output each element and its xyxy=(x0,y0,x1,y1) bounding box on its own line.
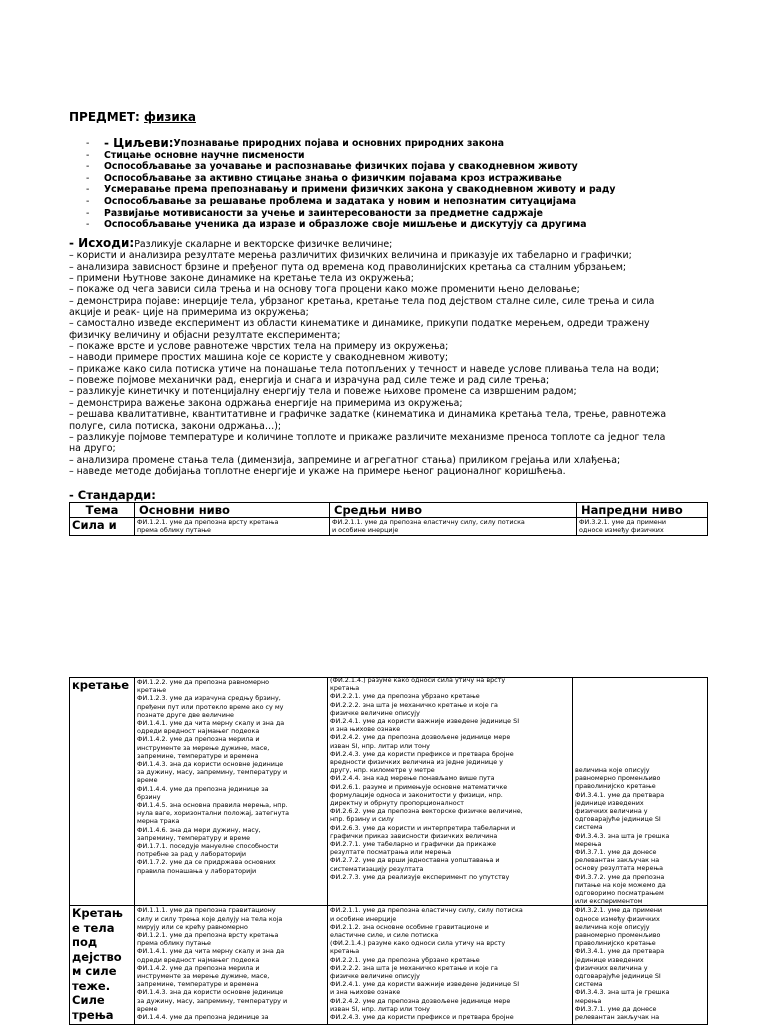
standard-line: брзину xyxy=(137,792,161,801)
goal-item-text: Оспособљавање за уочавање и распознавање физичких појава у свакодневном животу xyxy=(104,161,578,173)
row2-middle xyxy=(328,678,573,906)
outcome-line: – покаже врсте и услове равнотеже чврстих тела на примеру из окружења; xyxy=(69,341,449,353)
standard-line: запремине, температуре и времена xyxy=(137,980,259,989)
standard-line: ФИ.3.4.1. уме да претвара xyxy=(575,947,665,956)
standard-line: ФИ.3.7.2. уме да препозна xyxy=(575,872,665,881)
row2-topic: кретање xyxy=(70,678,135,906)
standard-line: (ФИ.2.1.4.) разуме како односи сила утичу на врсту xyxy=(330,676,506,684)
outcome-line: – самостално изведе експеримент из области кинематике и динамике, прикупи податке мерењем, одреди тражену xyxy=(69,318,650,330)
standard-line: ФИ.1.1.1. уме да препозна гравитациону xyxy=(137,906,276,915)
standard-line: инструменте за мерење дужине, масе, xyxy=(137,743,270,752)
standard-line: мерења xyxy=(575,839,602,848)
outcome-line: – примени Њутнове законе динамике на кретање тела из окружења; xyxy=(69,273,414,285)
standard-line: ФИ.2.2.1. уме да препозна убрзано кретање xyxy=(330,955,480,964)
standard-line: односе између физичких xyxy=(579,526,664,535)
standard-line: физичких величина у xyxy=(575,963,648,972)
standard-line: нула ваге, хоризонтални положај, затегнута xyxy=(137,809,290,818)
standard-line: кретања xyxy=(330,947,360,956)
standard-line: јединице изведених xyxy=(575,955,644,964)
outcomes-label: - Исходи: xyxy=(69,236,135,250)
standard-line: праволинијско кретање xyxy=(575,939,656,948)
header-advanced: Напредни ниво xyxy=(577,503,708,518)
standard-line: ФИ.3.4.1. уме да претвара xyxy=(575,790,665,799)
goal-item: - Оспособљавање за активно стицање знања о физичким појавама кроз истраживање xyxy=(86,172,562,184)
goal-item: - Оспособљавање ученика да изразе и образложе своје мишљење и дискутују са другима xyxy=(86,219,587,231)
standard-line: физичких величина у xyxy=(575,807,648,816)
standard-line: ФИ.1.4.4. уме да препозна јединице за xyxy=(137,784,269,793)
outcomes-first-line: Разликује скаларне и векторске физичке величине; xyxy=(134,239,393,250)
outcome-line: – користи и анализира резултате мерења различитих физичких величина и приказује их табеларно и графички; xyxy=(69,250,632,262)
row1-advanced xyxy=(577,518,708,536)
standard-line: изван SI, нпр. литар или тону xyxy=(330,1004,430,1013)
standard-line: резултате посматрања или мерења xyxy=(330,848,452,857)
standard-line: одреди вредност најмањег подеока xyxy=(137,727,260,736)
row3-topic xyxy=(70,906,135,1025)
standard-line: кретања xyxy=(330,684,360,693)
standard-line: ФИ.3.7.1. уме да донесе xyxy=(575,1004,657,1013)
standard-line: инструменте за мерење дужине, масе, xyxy=(137,972,270,981)
standard-line: време xyxy=(137,776,158,785)
standard-line: односе између физичких xyxy=(575,914,660,923)
standard-line: правила понашања у лабораторији xyxy=(137,866,257,875)
standard-line: мерна трака xyxy=(137,817,180,826)
row3-advanced xyxy=(573,906,708,1025)
topic-line: под xyxy=(72,935,98,950)
standard-line: ФИ.2.2.2. зна шта је механичко кретање и које га xyxy=(330,700,498,709)
standard-line: ФИ.1.4.4. уме да препозна јединице за xyxy=(137,1013,269,1022)
table-header-row xyxy=(70,503,708,518)
goal-item-text: Оспособљавање за решавање проблема и задатака у новим и непознатим ситуацијама xyxy=(104,195,577,207)
outcome-line: – анализира промене стања тела (димензија, запремине и агрегатног стања) приликом грејања или хлађења; xyxy=(69,454,621,466)
standard-line: и особине инерције xyxy=(332,526,399,535)
standard-line: кретање xyxy=(137,686,167,695)
row1-topic: Сила и xyxy=(70,518,135,536)
standard-line: ФИ.2.2.1. уме да препозна убрзано кретање xyxy=(330,692,480,701)
goal-item: - Стицање основне научне писмености xyxy=(86,149,305,161)
goals-list xyxy=(86,138,615,231)
standard-line: за дужину, масу, запремину, температуру и xyxy=(137,768,288,777)
standard-line: ФИ.2.7.2. уме да врши једноставна уопштавања и xyxy=(330,856,500,865)
standard-line: силу и силу трења које делују на тела која xyxy=(137,914,283,923)
standard-line: вредности физичких величина из једне јединице у xyxy=(330,758,503,767)
standard-line: ФИ.1.4.2. уме да препозна мерила и xyxy=(137,963,260,972)
standard-line: запремине, температуре и времена xyxy=(137,751,259,760)
row2-basic xyxy=(135,678,328,906)
outcome-line: – анализира зависност брзине и пређеног пута од времена код праволинијских кретања са сталним убрзањем; xyxy=(69,261,627,273)
subject-label: ПРЕДМЕТ: xyxy=(69,110,145,124)
standard-line: ФИ.2.1.1. уме да препозна еластичну силу, силу потиска xyxy=(330,906,523,915)
standard-line: ФИ.2.7.3. уме да реализује експеримент по упутству xyxy=(330,872,510,881)
outcome-line: на друго; xyxy=(69,443,116,455)
standard-line: величина које описују xyxy=(575,922,650,931)
outcome-line: – наводи примере простих машина које се користе у свакодневном животу; xyxy=(69,352,449,364)
goal-item: - Усмеравање према препознавању и примени физичких закона у свакодневном животу и раду xyxy=(86,184,616,196)
topic-line: е тела xyxy=(72,920,115,935)
outcome-line: полуге, сила потиска, закони одржања…); xyxy=(69,420,282,432)
standard-line: ФИ.3.4.3. зна шта је грешка xyxy=(575,831,670,840)
standard-line: ФИ.1.4.6. зна да мери дужину, масу, xyxy=(137,825,261,834)
goals-first-row: - - Циљеви: Упознавање природних појава и основних природних закона xyxy=(86,136,505,150)
standard-line: ФИ.2.4.1. уме да користи важније изведене јединице SI xyxy=(330,980,520,989)
standard-line: ФИ.2.4.4. зна кад мерење понављамо више пута xyxy=(330,774,495,783)
standard-line: система xyxy=(575,980,603,989)
row3-middle xyxy=(328,906,573,1025)
goal-item: - Оспособљавање за решавање проблема и задатака у новим и непознатим ситуацијама xyxy=(86,195,577,207)
standard-line: нпр. брзину и силу xyxy=(330,815,394,824)
outcome-line: – демонстрира важење закона одржања енергије на примерима из окружења; xyxy=(69,397,463,409)
standard-line: величина које описују xyxy=(575,766,650,774)
outcome-line: – наведе методе добијања топлотне енергије и укаже на примере њеног рационалног коришћења. xyxy=(69,465,566,477)
table-row xyxy=(70,518,708,536)
standard-line: према облику путање xyxy=(137,526,211,535)
standards-heading: - Стандарди: xyxy=(69,488,156,502)
outcome-line: – решава квалитативне, квантитативне и графичке задатке (кинематика и динамика кретања тела, трење, равнотежа xyxy=(69,409,667,421)
standard-line: ФИ.3.2.1. уме да примени xyxy=(575,906,663,915)
standard-line: ФИ.2.4.3. уме да користи префиксе и претвара бројне xyxy=(330,749,514,758)
standard-line: другу, нпр. километре у метре xyxy=(330,766,435,775)
standard-line: ФИ.2.4.3. уме да користи префиксе и претвара бројне xyxy=(330,1013,514,1022)
standard-line: ФИ.3.4.3. зна шта је грешка xyxy=(575,988,670,997)
topic-line: м силе xyxy=(72,964,117,979)
standard-line: према облику путање xyxy=(137,939,211,948)
standard-line: пређени пут или протекло време ако су му xyxy=(137,702,284,711)
standard-line: и зна њихове ознаке xyxy=(330,988,401,997)
standard-line: ФИ.2.7.1. уме табеларно и графички да прикаже xyxy=(330,840,497,849)
topic-line: трења xyxy=(72,1007,114,1022)
standard-line: познате друге две величине xyxy=(137,710,234,719)
standard-line: еластичне силе, и силе потиска xyxy=(330,931,439,940)
standard-line: ФИ.3.2.1. уме да примени xyxy=(579,518,667,526)
standard-line: одговоримо посматрањем xyxy=(575,889,664,898)
standard-line: релевантан закључак на xyxy=(575,1013,660,1022)
row1-basic xyxy=(135,518,330,536)
standard-line: ФИ.1.2.2. уме да препозна равномерно xyxy=(137,678,270,686)
subject-value: физика xyxy=(144,110,196,124)
outcome-line: – повеже појмове механички рад, енергија и снага и израчуна рад силе теже и рад силе трења; xyxy=(69,375,550,387)
standard-line: ФИ.2.4.1. уме да користи важније изведене јединице SI xyxy=(330,717,520,726)
goal-item-text: Стицање основне научне писмености xyxy=(104,149,305,161)
standard-line: одговарајуће јединице SI xyxy=(575,972,661,981)
topic-line: Силе xyxy=(72,993,105,1008)
standard-line: (ФИ.2.1.4.) разуме како односи сила утичу на врсту xyxy=(330,939,506,948)
standard-line: основу резултата мерења xyxy=(575,864,664,873)
standard-line: равномерно променљиво xyxy=(575,774,661,783)
standard-line: и зна њихове ознаке xyxy=(330,725,401,734)
goal-item: - Оспособљавање за уочавање и распознавање физичких појава у свакодневном животу xyxy=(86,161,578,173)
row1-middle xyxy=(330,518,577,536)
standard-line: ФИ.1.2.1. уме да препозна врсту кретања xyxy=(137,931,279,940)
standard-line: или експериментом xyxy=(575,897,643,906)
goal-item-text: Оспособљавање за активно стицање знања о физичким појавама кроз истраживање xyxy=(104,172,562,184)
header-basic: Основни ниво xyxy=(135,503,330,518)
standard-line: време xyxy=(137,1004,158,1013)
outcome-line: – покаже од чега зависи сила трења и на основу тога процени како може променити њено деловање; xyxy=(69,284,580,296)
standard-line: ФИ.1.4.3. зна да користи основне јединице xyxy=(137,760,284,769)
standard-line: праволинијско кретање xyxy=(575,782,656,791)
standard-line: запремину, температуру и време xyxy=(137,833,251,842)
standard-line: ФИ.2.6.1. разуме и примењује основне математичке xyxy=(330,782,508,791)
standard-line: ФИ.2.4.2. уме да препозна дозвољене јединице мере xyxy=(330,996,511,1005)
standard-line: ФИ.1.7.2. уме да се придржава основних xyxy=(137,858,276,867)
standard-line: и особине инерције xyxy=(330,914,397,923)
goal-item-text: Развијање мотивисаности за учење и заинтересованости за предметне садржаје xyxy=(104,207,543,219)
standard-line: ФИ.1.4.5. зна основна правила мерења, нпр. xyxy=(137,801,288,810)
outcome-line: физичку величину и објасни резултате експеримента; xyxy=(69,329,341,341)
standard-line: мирују или се крећу равномерно xyxy=(137,922,248,931)
goal-item-text: Оспособљавање ученика да изразе и образложе своје мишљење и дискутују са другима xyxy=(104,219,587,231)
standard-line: ФИ.1.4.3. зна да користи основне јединице xyxy=(137,988,284,997)
standard-line: ФИ.1.4.2. уме да препозна мерила и xyxy=(137,735,260,744)
standard-line: потребне за рад у лабораторији xyxy=(137,850,247,859)
standard-line: ФИ.2.6.3. уме да користи и интерпретира табеларни и xyxy=(330,823,516,832)
standard-line: ФИ.2.4.2. уме да препозна дозвољене јединице мере xyxy=(330,733,511,742)
topic-line: теже. xyxy=(72,978,111,993)
standard-line: физичке величине описују xyxy=(330,972,420,981)
standard-line: изван SI, нпр. литар или тону xyxy=(330,741,430,750)
table-row xyxy=(70,906,708,1025)
goal-item-text: Усмеравање према препознавању и примени физичких закона у свакодневном животу и раду xyxy=(104,184,616,196)
standard-line: јединице изведених xyxy=(575,798,644,807)
standards-table-bottom xyxy=(69,677,708,1025)
standard-line: одреди вредност најмањег подеока xyxy=(137,955,260,964)
standard-line: формулације односа и законитости у физици, нпр. xyxy=(330,790,503,799)
standard-line: одговарајуће јединице SI xyxy=(575,815,661,824)
standard-line: ФИ.3.7.1. уме да донесе xyxy=(575,848,657,857)
standard-line: равномерно променљиво xyxy=(575,931,661,940)
outcome-line: – прикаже како сила потиска утиче на понашање тела потопљених у течност и наведе услове пливања тела на води; xyxy=(69,363,660,375)
goals-first-item: Упознавање природних појава и основних природних закона xyxy=(173,138,505,149)
outcome-line: – разликује кинетичку и потенцијалну енергију тела и повеже њихове промене са извршеним радом; xyxy=(69,386,577,398)
standards-table-top xyxy=(69,502,708,536)
subject-heading xyxy=(69,110,196,124)
topic-line: дејство xyxy=(72,949,122,964)
row3-basic xyxy=(135,906,328,1025)
standard-line: директну и обрнуту пропорционалност xyxy=(330,799,464,808)
standard-line: графички приказ зависности физичких величина xyxy=(330,831,498,840)
standard-line: ФИ.2.6.2. уме да препозна векторске физичке величине, xyxy=(330,807,523,816)
standard-line: ФИ.1.2.3. уме да израчуна средњу брзину, xyxy=(137,694,281,703)
standard-line: ФИ.1.2.1. уме да препозна врсту кретања xyxy=(137,518,279,526)
outcome-line: – разликује појмове температуре и количине топлоте и прикаже различите механизме преноса топлоте са једног тела xyxy=(69,431,666,443)
goals-label: - Циљеви: xyxy=(104,136,174,150)
standard-line: ФИ.1.4.1. уме да чита мерну скалу и зна да xyxy=(137,947,285,956)
standard-line: систематизацију резултата xyxy=(330,864,424,873)
header-topic: Тема xyxy=(70,503,135,518)
standard-line: физичке величине описују xyxy=(330,708,420,717)
standard-line: ФИ.2.1.1. уме да препозна еластичну силу, силу потиска xyxy=(332,518,525,526)
standard-line: питање на које можемо да xyxy=(575,880,666,889)
standard-line: ФИ.2.2.2. зна шта је механичко кретање и које га xyxy=(330,963,498,972)
outcome-line: акције и реак- ције на примерима из окружења; xyxy=(69,307,309,319)
standard-line: мерења xyxy=(575,996,602,1005)
standard-line: ФИ.1.4.1. уме да чита мерну скалу и зна да xyxy=(137,719,285,728)
outcomes-section xyxy=(69,238,709,477)
standard-line: ФИ.2.1.2. зна основне особине гравитационе и xyxy=(330,922,489,931)
goal-item: - Развијање мотивисаности за учење и заинтересованости за предметне садржаје xyxy=(86,207,543,219)
header-middle: Средњи ниво xyxy=(330,503,577,518)
standard-line: релевантан закључак на xyxy=(575,856,660,865)
row2-advanced xyxy=(573,678,708,906)
standard-line: система xyxy=(575,823,603,832)
standard-line: ФИ.1.7.1. поседује мануелне способности xyxy=(137,842,279,851)
table-row xyxy=(70,678,708,906)
standard-line: за дужину, масу, запремину, температуру и xyxy=(137,996,288,1005)
topic-line: Кретањ xyxy=(72,906,123,921)
outcome-line: – демонстрира појаве: инерције тела, убрзаног кретања, кретање тела под дејством сталне силе, силе трења и сила xyxy=(69,295,655,307)
